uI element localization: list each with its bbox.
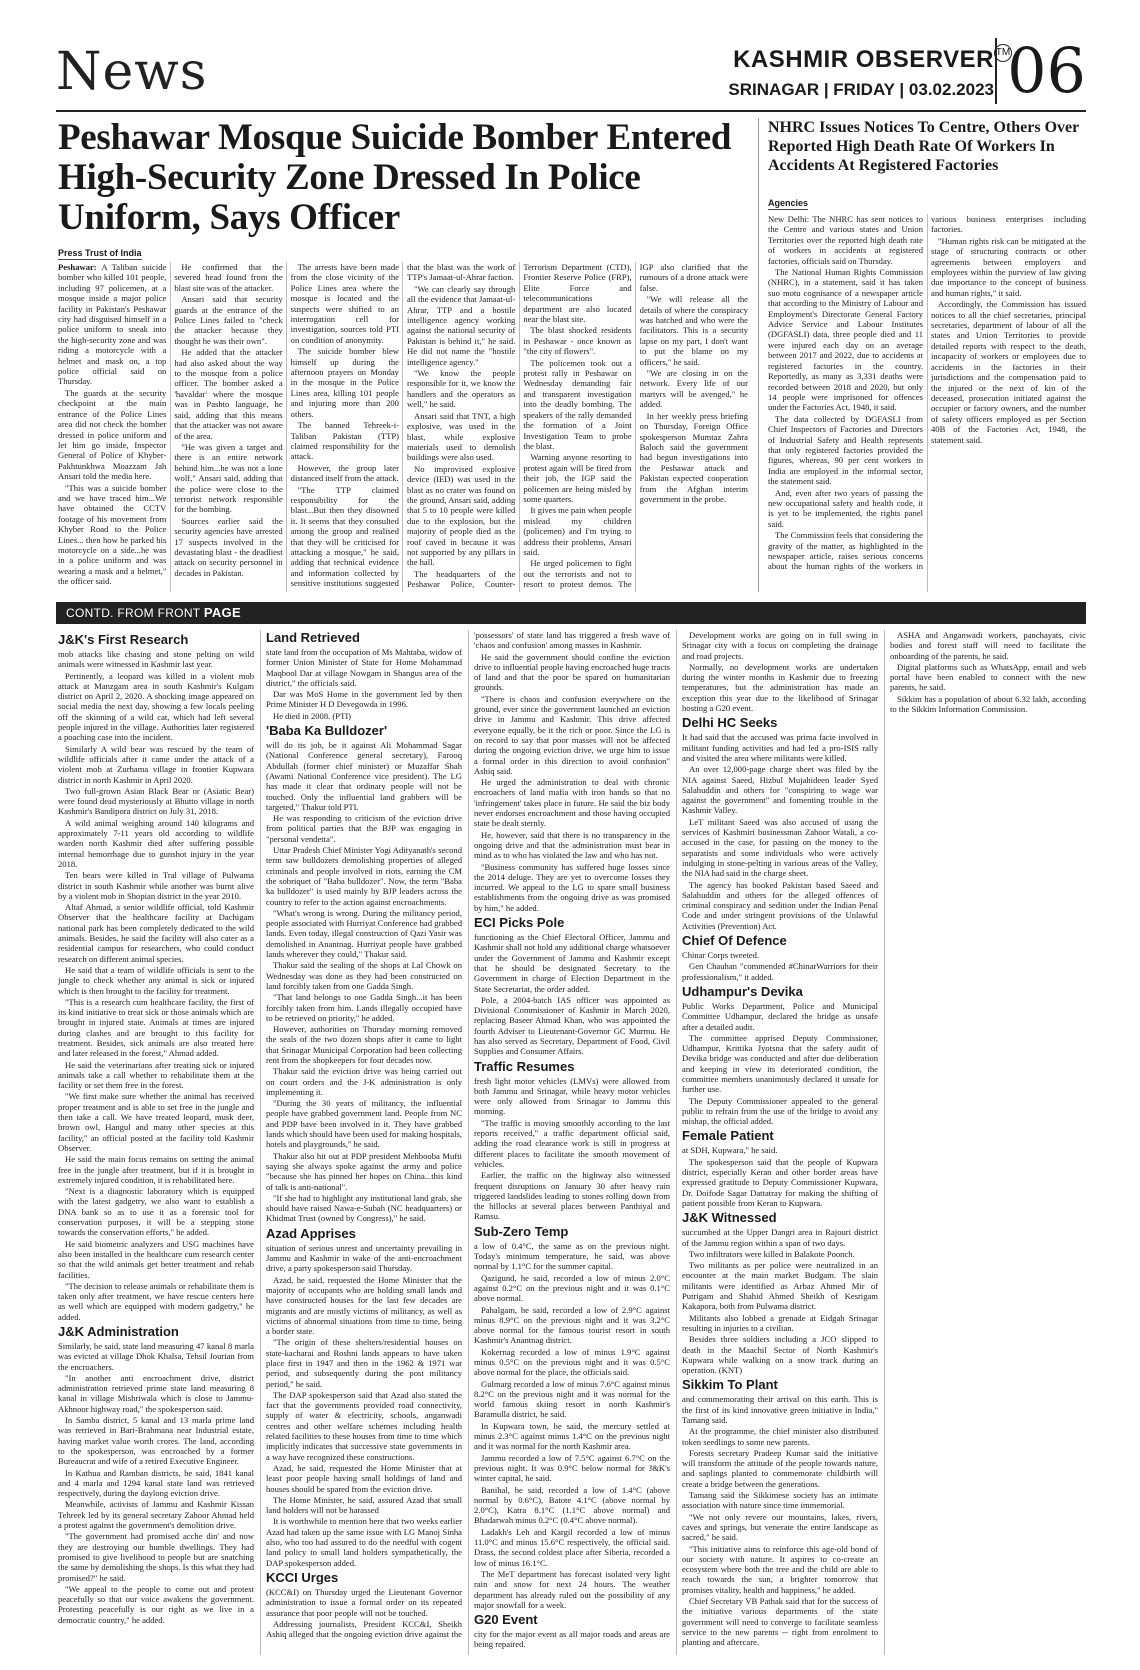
story-paragraph: He said the veterinarians after treating sick or injured animals take a call whether to rehabilitate them at the facility or set them free in the forest. (58, 1059, 254, 1091)
story-paragraph: "This initiative aims to reinforce this age-old bond of our society with nature. It aspires to co-create an ecosystem where both the tree and the child are able to reach towards the sun, a brighter tomorrow that promises vitality, health and happiness," he added. (682, 1543, 878, 1595)
story-paragraph: LeT militant Saeed was also accused of using the services of Kashmiri businessman Zahoor Watali, a co-accused in the case, for passing on the money to the separatists and some individuals who were actively indulging in stone-pelting in various areas of the Valley, the NIA had said in the charge sheet. (682, 816, 878, 879)
story-heading: Traffic Resumes (474, 1058, 575, 1074)
story-paragraph: Two infiltrators were killed in Balakote Poonch. (689, 1248, 855, 1259)
lead-paragraph: The policemen took out a protest rally in Peshawar on Wednesday demanding fair and transparent investigation into the deadly bombing. The speakers of the rally demanded the formation of a Joint Investigation Team to probe the blast. (523, 357, 632, 451)
continued-stories (58, 630, 1086, 1655)
story-heading: Delhi HC Seeks (682, 715, 778, 731)
story-paragraph: Public Works Department, Police and Municipal Committee Udhampur, declared the bridge as unsafe after a detailed audit. (682, 1000, 878, 1032)
lead-paragraph: No improvised explosive device (IED) was used in the blast as no crater was found on the ground, Ansari said, adding that 5 to 10 people were killed due to the explosion, but the majority of people died as the roof caved in because it was not supported by any pillars in the hall. (406, 463, 516, 568)
story-paragraph: He urged the administration to deal with chronic encroachers of land mafia with iron hands so that no 'infringement' takes place in future. He said the biz body never endorses encroachment and those having occupied state be dealt sternly. (474, 777, 670, 829)
story-paragraph: Pertinently, a leopard was killed in a violent mob attack at Manzgam area in south Kashmir's Kulgam district on April 2, 2020. A shocking image appeared on social media the next day, showing a few locals peeling off the skinning of a wild cat, which had left several people injured in the village. Authorities later registered a poaching case into the incident. (58, 670, 254, 743)
story-paragraph: succumbed at the Upper Dangri area in Rajouri district of the Jammu region within a span of two days. (682, 1227, 878, 1248)
newspaper-name: KASHMIR OBSERVER (733, 46, 994, 73)
story-paragraph: "Business community has suffered huge losses since the 2014 deluge. They are yet to overcome losses they incurred. We appeal to the LG to spare small business establishments from the ongoing drive as was promised by him," he added. (474, 861, 670, 913)
edition-dateline: SRINAGAR | FRIDAY | 03.02.2023 (728, 80, 994, 99)
continued-banner-label (66, 605, 241, 620)
story-paragraph: Azad, he said, requested the Home Minister that at least poor people having small holdings of land and houses should be spared from the eviction drive. (266, 1462, 462, 1494)
story-paragraph: It is worthwhile to mention here that two weeks earlier Azad had taken up the same issue with LG Manoj Sinha also, who too had assured to do the needful with cogent land policy to small land holders sympathetically, the DAP spokesperson added. (266, 1516, 462, 1568)
story-heading: ECI Picks Pole (474, 915, 565, 931)
story-heading: J&K's First Research (58, 632, 189, 647)
masthead-rule (56, 110, 1086, 112)
sidebar-paragraph: The National Human Rights Commission (NHRC), in a statement, said it has taken suo motu cognisance of a newspaper article that according to the Ministry of Labour and Employment's Directorate General Factory Advice Service and Labour Institutes (DGFASLI) data, three people died and 11 were injured each day on an average between 2017 and 2022, due to accidents at registered factories in the country. Reportedly, as many as 3,331 deaths were recorded between 2018 and 2020, but only 14 people were imprisoned for offences under the Factories Act, 1948, it said. (768, 267, 923, 413)
lead-byline: Press Trust of India (58, 248, 142, 258)
lead-paragraph: Ansari said that security guards at the entrance of the Police Lines failed to "check the attacker because they thought he was their own". (174, 294, 283, 346)
lead-paragraph: It gives me pain when people mislead my children (policemen) and I'm trying to address their problems, Ansari said. (523, 505, 632, 557)
story-paragraph: The MeT department has forecast isolated very light rain and snow for next 24 hours. The weather department has already ruled out the possibility of any major snowfall for a week. (474, 1568, 670, 1610)
continued-prefix: CONTD. FROM FRONT (66, 606, 201, 620)
lead-paragraph: Peshawar: A Taliban suicide bomber who killed 101 people, including 97 policemen, at a mosque inside a major police facility in Pakistan's Peshawar city had disguised himself in a police uniform to sneak into the high-security zone and was riding a motorcycle with a helmet and mask on, a top police official said on Thursday. (58, 262, 167, 387)
lead-paragraph: Ansari said that TNT, a high explosive, was used in the blast, while explosive materials used to demolish buildings were also used. (406, 410, 516, 463)
story-heading: Azad Apprises (266, 1225, 356, 1241)
story-paragraph: He, however, said that there is no transparency in the ongoing drive and that the administration must bear in mind as to who has violated the law and who has not. (474, 829, 670, 861)
story-paragraph: He was responding to criticism of the eviction drive from political parties that the BJP was engaging in "personal vendetta". (266, 813, 462, 844)
story-heading: Sub-Zero Temp (474, 1223, 569, 1239)
story-paragraph: Chinar Corps tweeted. (682, 950, 760, 961)
story-paragraph: He said the government should confine the eviction drive to influential people having encroached huge tracts of land and that the poor be spared on humanitarian grounds. (474, 651, 670, 693)
story-paragraph: "We appeal to the people to come out and protest peacefully so that our voice awakens the government. Protesting peacefully is our right as we live in a democratic country," he added. (58, 1583, 254, 1625)
sidebar-paragraph: Accordingly, the Commission has issued notices to all the chief secretaries, principal secretaries, department of labour of all the states and Union Territories to provide detailed reports with respect to the death, incapacity of workers or employees due to accidents in the factories in their jurisdictions and the compensation paid to the injured or the next of kin of the deceased, prosecution initiated against the occupier or factory owners, and the number of safety officers employed as per Section 40B of the Factories Act, 1948, the statement said. (931, 299, 1086, 445)
story-paragraph: will do its job, be it against Ali Mohammad Sagar (National Conference general secretary), Farooq Abdullah (former chief minister) or Muzaffar Shah (Awami National Conference vice president). The LG has made it clear that ordinary people will not be touched. Only the influential land grabbers will be targeted," Thakur told PTI. (266, 740, 462, 812)
lead-paragraph: The headquarters of the Peshawar Police, Counter-Terrorism Department (CTD), Frontier Reserve Police (FRP), Elite Force and telecommunications department are also located near the blast site. (406, 262, 632, 590)
story-paragraph: The agency has booked Pakistan based Saeed and Salahuddin and others for the alleged offences of criminal conspiracy and sedition under the Indian Penal Code and under stringent provisions of the Unlawful Activities (Prevention) Act. (682, 879, 878, 931)
story-paragraph: Ten bears were killed in Tral village of Pulwama district in south Kashmir while another was burnt alive by a violent mob in Shopian district in the year 2010. (58, 870, 254, 901)
story-heading: 'Baba Ka Bulldozer' (266, 723, 388, 739)
lead-paragraph: The suicide bomber blew himself up during the afternoon prayers on Monday in the mosque in the Police Lines area, killing 101 people and injuring more than 200 others. (290, 346, 399, 419)
story-paragraph: "We first make sure whether the animal has received proper treatment and is able to set free in the jungle and then take a call. We have treated leopard, musk deer, brown owl, Hangul and many other species at this facility," an official posted at the facility told Kashmir Observer. (58, 1091, 254, 1153)
story-paragraph: Addressing journalists, President KCC&I, Sheikh Ashiq alleged that the ongoing eviction drive against the 'possessors' of state land has triggered a fresh wave of 'chaos and confusion' among masses in Kashmir. (266, 630, 670, 1640)
story-paragraph: Militants also lobbed a grenade at Eidgah Srinagar resulting in injuries to a civilian. (682, 1312, 878, 1333)
story-paragraph: Meanwhile, activists of Jammu and Kashmir Kissan Tehreek led by its general secretary Zahoor Ahmad held a protest against the government's demolition drive. (58, 1499, 254, 1531)
story-paragraph: "In another anti encroachment drive, district administration retrieved prime state land measuring 8 kanal in village Mishriwala which is close to Jammu- Akhnoor highway road," the spokesperson said. (58, 1372, 254, 1414)
story-paragraph: Uttar Pradesh Chief Minister Yogi Adityanath's second term saw bulldozers demolishing properties of alleged criminals and people involved in riots, earning the CM the sobriquet of "Baba bulldozer". Now, the term "Baba ka bulldozer" is used mainly by BJP leaders across the country to refer to the action against encroachments. (266, 845, 462, 907)
story-paragraph: Digital platforms such as WhatsApp, email and web portal have been enabled to connect with the new parents, he said. (890, 661, 1086, 693)
story-heading: Udhampur's Devika (682, 983, 803, 999)
story-paragraph: situation of serious unrest and uncertainty prevailing in Jammu and Kashmir in wake of the anti-encroachment drive, a party spokesperson said Thursday. (266, 1242, 462, 1274)
lead-paragraph: Sources earlier said the security agencies have arrested 17 suspects involved in the devastating blast - the deadliest attack on security personnel in decades in Pakistan. (174, 515, 283, 578)
story-paragraph: Pole, a 2004-batch IAS officer was appointed as Divisional Commissioner of Kashmir in March 2020, replacing Baseer Ahmad Khan, who was appointed the fourth Adviser to Lieutenant-Governor GC Murmu. He has also served as Secretary, Department of Food, Civil Supplies and Consumer Affairs. (474, 994, 670, 1057)
sidebar-headline: NHRC Issues Notices To Centre, Others Over Reported High Death Rate Of Workers In Accidents At Registered Factories (768, 119, 1079, 174)
story-paragraph: Normally, no development works are undertaken during the winter months in Kashmir due to freezing temperatures, but the administration has made an exception this year due to the likelihood of Srinagar hosting a G20 event. (682, 661, 878, 714)
story-paragraph: He said biometric analyzers and USG machines have also been installed in the healthcare cum research center so that the wild animals get better treatment and rehab facilities. (58, 1238, 254, 1280)
story-paragraph: city for the major event as all major roads and areas are being repaired. (474, 1629, 670, 1650)
lead-paragraph: The banned Tehreek-i-Taliban Pakistan (TTP) claimed responsibility for the attack. (290, 420, 399, 462)
story-paragraph: Chief Secretary VB Pathak said that for the success of the initiative various departments of the state government will need to converge to facilitate seamless service to the new parents -- right from enrolment to planting and aftercare. (682, 1596, 878, 1648)
story-paragraph: Thakur said the sealing of the shops at Lal Chowk on Wednesday was done as they had been constructed on land forcibly taken from one Gadda Singh. (266, 960, 462, 991)
story-paragraph: "That land belongs to one Gadda Singh...it has been forcibly taken from him. Lands illegally occupied have to be retrieved on priority," he added. (266, 992, 462, 1023)
story-paragraph: Sikkim has a population of about 6.32 lakh, according to the Sikkim Information Commission. (890, 693, 1086, 715)
lead-article-body (58, 262, 748, 592)
sidebar-paragraph: And, even after two years of passing the new occupational safety and health code, it is yet to be implemented, the rights panel said. (768, 487, 923, 529)
page-number: 06 (995, 38, 1086, 104)
sidebar-paragraph: The data collected by DGFASLI from Chief Inspectors of Factories and Directors of Industrial Safety and Health represents that only registered factories provided the figures, whereas, 90 per cent workers in India are employed in the informal sector, the statement said. (768, 413, 923, 487)
story-paragraph: The Home Minister, he said, assured Azad that small land holders will not be harassed (266, 1494, 462, 1516)
sidebar-article-body (768, 214, 1086, 592)
story-paragraph: He said that a team of wildlife officials is sent to the jungle to check whether any animal is sick or injured which is then brought to the facility for treatment. (58, 964, 254, 996)
lead-paragraph: The guards at the security checkpoint at the main entrance of the Police Lines area did not check the bomber dressed in police uniform and let him go inside, Inspector General of Police of Khyber-Pakhtunkhwa Moazzam Jah Ansari told the media here. (58, 387, 167, 482)
story-paragraph: Dar was MoS Home in the government led by then Prime Minister H D Devegowda in 1996. (266, 689, 462, 710)
lead-paragraph: He urged policemen to fight out the terrorists and not to resort to protest demos. The IGP also clarified that the rumours of a drone attack were false. (523, 262, 748, 590)
story-paragraph: The DAP spokesperson said that Azad also stated the fact that the governments provided road connectivity, supply of water & electricity, schools, anganwadi centres and other welfare schemes including health related facilities to these houses from time to time which implicitly indicates that successive state governments in a way have recognized these constructions. (266, 1389, 462, 1462)
sidebar-paragraph: "Human rights risk can be mitigated at the stage of structuring contracts or other agreements between employers and employees within the purview of law giving due importance to the concept of business and human rights," it said. (931, 235, 1086, 298)
story-heading: Chief Of Defence (682, 933, 787, 949)
story-paragraph: In Kathua and Ramban districts, he said, 1841 kanal and 4 marla and 1294 kanal state land was retrieved respectively, during the daylong eviction drive. (58, 1467, 254, 1499)
column-divider (758, 118, 759, 592)
story-paragraph: Qazigund, he said, recorded a low of minus 2.0°C against 0.2°C on the previous night and it was 0.1°C above normal. (474, 1272, 670, 1304)
story-paragraph: "The origin of these shelters/residential houses on state-kacharai and Roshni lands appears to have taken place first in 1947 and then in the 1962 & 1971 war period, and subsequently during the post militancy period," he said. (266, 1337, 462, 1389)
story-paragraph: Similarly, he said, state land measuring 47 kanal 8 marla was evicted at village Dhok Khalsa, Tehsil Jourian from the encroachers. (58, 1341, 254, 1372)
lead-paragraph: "This was a suicide bomber and we have traced him...We have obtained the CCTV footage of his movement from Khyber Road to the Police Lines... then how he parked his motorcycle on a side...he was in a police uniform and was wearing a mask and a helmet," the officer said. (58, 482, 167, 587)
story-paragraph: He said the main focus remains on setting the animal free in the jungle after treatment, but if it is brought in extremely injured condition, it is rehabilitated here. (58, 1154, 254, 1185)
story-paragraph: Thakur also hit out at PDP president Mehbooba Mufti saying she always spoke against the army and police "because she has pinned her hopes on China...this kind of talk is anti-national". (266, 1150, 462, 1192)
story-paragraph: "The government had promised acche din' and now they are destroying our humble dwellings. They had promised to give livelihood to people but are snatching the same by demolishing the shops. Is this what they had promised?" he said. (58, 1531, 254, 1583)
story-paragraph: Earlier, the traffic on the highway also witnessed frequent disruptions on January 30 after heavy rain triggered landslides leading to stones rolling down from the hillocks at several places between Panthiyal and Ramsu. (474, 1170, 670, 1222)
masthead (56, 34, 1086, 107)
story-paragraph: Tamang said the Sikkimese society has an intimate association with nature since time immemorial. (682, 1490, 878, 1511)
story-paragraph: He died in 2008. (PTI) (273, 710, 352, 721)
story-heading: Female Patient (682, 1128, 774, 1144)
story-paragraph: "What's wrong is wrong. During the militancy period, people associated with Hurriyat Conference had grabbed lands. Even today, illegal construction of Qazi Yasir was demolished in Anantnag. Hurriyat people have grabbed lands wherever they could," Thakur said. (266, 907, 462, 960)
story-paragraph: and commemorating their arrival on this earth. This is the first of its kind innovative green initiative in India," Tamang said. (682, 1394, 878, 1425)
story-paragraph: mob attacks like chasing and stone pelting on wild animals were witnessed in Kashmir last year. (58, 649, 254, 670)
lead-paragraph: The arrests have been made from the close vicinity of the Police Lines area where the mosque is located and the suspects were shifted to an interrogation cell for investigation, sources told PTI on condition of anonymity. (290, 262, 399, 345)
lead-paragraph: The blast shocked residents in Peshawar - once known as "the city of flowers". (523, 325, 632, 357)
lead-paragraph: Warning anyone resorting to protest again will be fired from their job, the IGP said the policemen are being misled by some quarters. (523, 452, 632, 504)
story-paragraph: "This is a research cum healthcare facility, the first of its kind initiative to treat sick or those animals which are brought in injured state. Animals at times are injured during clashes and are brought to this facility for treatment. Besides, sick animals are also treated here and later released in the forest," Ahmad added. (58, 996, 254, 1059)
story-paragraph: "If she had to highlight any institutional land grab, she should have raised Nawa-e-Subah (NC headquarters) or Khidmat Trust (owned by Congress)," he said. (266, 1192, 462, 1224)
lead-paragraph: "We will release all the details of where the conspiracy was hatched and who were the facilitators. This is a security lapse on my part, I don't want to put the blame on my officers," he said. (639, 294, 748, 367)
story-paragraph: Besides three soldiers including a JCO slipped to death in the Maachil Sector of North Kashmir's Kupwara while walking on a snow track during an operation. (KNT) (682, 1334, 878, 1376)
story-paragraph: A wild animal weighing around 140 kilograms and approximately 7-11 years old according to wildlife warden north Kashmir died after suffering possible internal hemorrhage due to gunshot injury in the year 2018. (58, 817, 254, 869)
story-paragraph: The spokesperson said that the people of Kupwara district, especially Keran and other border areas have expressed gratitude to Deputy Commissioner Kupwara, Dr. Doifode Sagar Dattatray for making the shifting of patient possible from Keran to Kupwara. (682, 1156, 878, 1208)
story-paragraph: Forests secretary Pradeep Kumar said the initiative will transform the attitude of the people towards nature, and saplings planted to commemorate childbirth will create a bridge between the generations. (682, 1447, 878, 1489)
sidebar-byline: Agencies (768, 198, 809, 208)
story-paragraph: "There is chaos and confusion everywhere on the ground, ever since the government launched an eviction drive in Jammu and Kashmir. This drive affected everyone equally, be it the rich or poor. Since the LG is on record to say that poor masses will not be affected during the ongoing eviction drive, we urge him to issue a formal order in this direction to avoid confusion" Ashiq said. (474, 693, 670, 776)
story-paragraph: Similarly A wild bear was rescued by the team of wildlife officials after it came under the attack of a violent mob at Zurhama village in frontier Kupwara district in north Kashmir in April 2020. (58, 743, 254, 785)
story-paragraph: The committee apprised Deputy Commissioner, Udhampur, Krittika Jyotsna that the safety audit of Devika bridge was conducted and after due deliberation and keeping in view its deteriorated condition, the committee members unanimously declared it unsafe for further use. (682, 1032, 878, 1095)
story-heading: J&K Administration (58, 1324, 179, 1339)
story-paragraph: Jammu recorded a low of 7.5°C against 6.7°C on the previous night. It was 0.9°C below normal for J&K's winter capital, he said. (474, 1452, 670, 1484)
story-paragraph: Development works are going on in full swing in Srinagar city with a focus on completing the drainage and road projects. (682, 630, 878, 661)
story-heading: J&K Witnessed (682, 1210, 777, 1226)
story-paragraph: However, authorities on Thursday morning removed the seals of the two dozen shops after it came to light that Srinagar Municipal Corporation had been collecting rent from the shopkeepers for four decades now. (266, 1024, 462, 1065)
story-paragraph: Gulmarg recorded a low of minus 7.6°C against minus 8.2°C on the previous night and it was normal for the world famous skiing resort in north Kashmir's Baramulla district, he said. (474, 1378, 670, 1420)
continued-page-word: PAGE (203, 605, 241, 620)
story-paragraph: "The decision to release animals or rehabilitate them is taken only after treatment, we have rescue centers here as well which are equipped with modern gadgetry," he added. (58, 1280, 254, 1322)
lead-paragraph: "We know the people responsible for it, we know the handlers and the operators as well," he said. (406, 368, 516, 410)
story-paragraph: Banihal, he said, recorded a low of 1.4°C (above normal by 0.6°C), Batote 4.1°C (above normal by 2.0°C), Katra 8.1°C (1.1°C above normal) and Bhadarwah minus 0.2°C (0.4°C above normal). (474, 1484, 670, 1526)
story-paragraph: Thakur said the eviction drive was being carried out on court orders and the J-K administration is only implementing it. (266, 1066, 462, 1097)
lead-paragraph: "We are closing in on the network. Every life of our martyrs will be avenged," he added. (639, 368, 748, 410)
story-paragraph: (KCC&I) on Thursday urged the Lieutenant Governor administration to issue a formal order on its repeated assurance that poor people will not be touched. (266, 1586, 462, 1618)
story-paragraph: "Next is a diagnostic laboratory which is equipped with the latest gadgetry, we also want to establish a DNA bank so as to use it as a forensic tool for conservation purposes, it will be a stepping stone towards the conservation efforts," he added. (58, 1186, 254, 1238)
story-paragraph: state land from the occupation of Ms Mahtaba, widow of former Union Minister of State for Home Mohammad Maqbool Dar at village Nowgam in Shangus area of the district," the officials said. (266, 647, 462, 688)
lead-paragraph: He confirmed that the severed head found from the blast site was of the attacker. (174, 262, 283, 293)
lead-paragraph: "The TTP claimed responsibility for the blast...But then they disowned it. It seems that they consulted among the group and realised that they will be criticised for attacking a mosque," he said, adding that technical evidence and information collected by sensitive institutions suggested that the blast was the work of TTP's Jamaat-ul-Ahrar faction. (290, 262, 516, 589)
section-title: News (56, 42, 208, 102)
story-paragraph: Altaf Ahmad, a senior wildlife official, told Kashmir Observer that the healthcare facility at Dachigam national park has been completely dedicated to the wild animals. Besides, he said the facility will also cater as a residential campus for researchers, who could conduct research on different animal species. (58, 902, 254, 964)
lead-paragraph: "He was given a target and there is an entire network behind him...he was not a lone wolf," Ansari said, adding that the police were close to the terrorist network responsible for the bombing. (174, 441, 283, 515)
story-paragraph: fresh light motor vehicles (LMVs) were allowed from both Jammu and Srinagar, while heavy motor vehicles were only allowed from Srinagar to Jammu this morning. (474, 1075, 670, 1117)
story-paragraph: In Kupwara town, he said, the mercury settled at minus 2.3°C against minus 1.4°C on the previous night and it was normal for the north Kashmir area. (474, 1420, 670, 1452)
story-paragraph: "During the 30 years of militancy, the influential people have grabbed government land. People from NC and PDP have been involved in it. They have grabbed lands which should have been used for making hospitals, hotels and playgrounds," he said. (266, 1098, 462, 1150)
story-paragraph: Kokernag recorded a low of minus 1.9°C against minus 0.5°C on the previous night and it was 0.5°C above normal for the place, the officials said. (474, 1346, 670, 1378)
story-paragraph: Two full-grown Asian Black Bear or (Asiatic Bear) were found dead mysteriously at Bhutto village in north Kashmir's Bandipora district on July 31, 2018. (58, 785, 254, 817)
story-paragraph: functioning as the Chief Electoral Officer, Jammu and Kashmir shall not hold any additional charge whatsoever under the Government of Jammu and Kashmir except that he should be designated Secretary to the Government in charge of Election Department in the State Secretariat, the order added. (474, 932, 670, 994)
lead-dateline: Peshawar: (58, 262, 102, 272)
story-paragraph: Azad, he said, requested the Home Minister that the majority of occupants who are holding small lands and have constructed houses for the last few decades are migrants and are mostly victims of militancy, as well as victims of abnormal situations from time to time, being a border state. (266, 1274, 462, 1337)
story-heading: Sikkim To Plant (682, 1377, 778, 1393)
story-paragraph: Ladakh's Leh and Kargil recorded a low of minus 11.0°C and minus 15.6°C respectively, the official said. Drass, the second coldest place after Siberia, recorded a low of minus 16.1°C. (474, 1526, 670, 1568)
story-paragraph: ASHA and Anganwadi workers, panchayats, civic bodies and forest staff will need to facilitate the onboarding of the parents, he said. (890, 630, 1086, 661)
lead-paragraph: He added that the attacker had also asked about the way to the mosque from a police officer. The bomber asked a 'havaldar' where the mosque was in Pashto language, he said, adding that this means that the attacker was not aware of the area. (174, 347, 283, 441)
story-heading: G20 Event (474, 1612, 538, 1628)
lead-paragraph: "We can clearly say through all the evidence that Jamaat-ul-Ahrar, TTP and a hostile intelligence agency working against the national security of Pakistan is behind it," he said. He did not name the "hostile intelligence agency." (406, 283, 516, 367)
story-paragraph: Two militants as per police were neutralized in an encounter at the main market Budgam. The slain militants were identified as Arbaz Ahmed Mir of Putrigam and Shahid Ahmed Sheikh of Kesrigam Kakapora, both from Pulwama district. (682, 1260, 878, 1312)
trademark-badge: TM (994, 44, 1012, 62)
story-heading: KCCI Urges (266, 1569, 339, 1585)
story-heading: Land Retrieved (266, 630, 360, 645)
story-paragraph: at SDH, Kupwara," he said. (682, 1145, 778, 1156)
story-paragraph: It had said that the accused was prima facie involved in militant funding activities and had led a pro-ISIS rally and visited the area where militants were killed. (682, 732, 878, 763)
lead-headline: Peshawar Mosque Suicide Bomber Entered High-Security Zone Dressed In Police Uniform, Says Officer (58, 117, 732, 238)
lead-paragraph: In her weekly press briefing on Thursday, Foreign Office spokesperson Mumtaz Zahra Baloch said the government had begun investigations into the Peshawar attack and Pakistan expected cooperation from the Afghan interim government in the probe. (639, 410, 748, 504)
story-paragraph: At the programme, the chief minister also distributed token seedlings to some new parents. (682, 1426, 878, 1447)
story-paragraph: "We not only revere our mountains, lakes, rivers, caves and springs, but venerate the entire landscape as sacred," he said. (682, 1511, 878, 1543)
sidebar-paragraph: New Delhi: The NHRC has sent notices to the Centre and various states and Union Territories over the reported high death rate of workers in accidents at registered factories, officials said on Thursday. (768, 214, 923, 266)
story-paragraph: Gen Chauhan "commended #ChinarWarriors for their professionalism," it added. (682, 961, 878, 982)
story-paragraph: The Deputy Commissioner appealed to the general public to refrain from the use of the bridge to avoid any mishap, the official added. (682, 1095, 878, 1127)
sidebar-paragraph: The Commission feels that considering the gravity of the matter, as highlighted in the newspaper article, raises serious concerns about the human rights of the workers in various business enterprises including factories. (768, 214, 1086, 572)
story-paragraph: In Samba district, 5 kanal and 13 marla prime land was retrieved in Bari-Brahmana near Industrial estate, having market value worth crores. The land, according to the spokesperson, was encroached by a former Bureaucrat and wife of a retired Executive Engineer. (58, 1415, 254, 1467)
story-paragraph: a low of 0.4°C, the same as on the previous night. Today's minimum temperature, he said, was above normal by 1.1°C for the summer capital. (474, 1240, 670, 1272)
story-paragraph: Pahalgam, he said, recorded a low of 2.9°C against minus 8.9°C on the previous night and it was 3.2°C above normal for the famous tourist resort in south Kashmir's Anantnag district. (474, 1304, 670, 1346)
story-paragraph: "The traffic is moving smoothly according to the last reports received," a traffic department official said, adding the road clearance work is still in progress at different places to facilitate the smooth movement of vehicles. (474, 1117, 670, 1169)
lead-paragraph: However, the group later distanced itself from the attack. (290, 462, 399, 484)
story-paragraph: An over 12,000-page charge sheet was filed by the NIA against Saeed, Hizbul Mujahideen leader Syed Salahuddin and others for "conspiring to wage war against the government" and fomenting trouble in the Kashmir Valley. (682, 764, 878, 816)
